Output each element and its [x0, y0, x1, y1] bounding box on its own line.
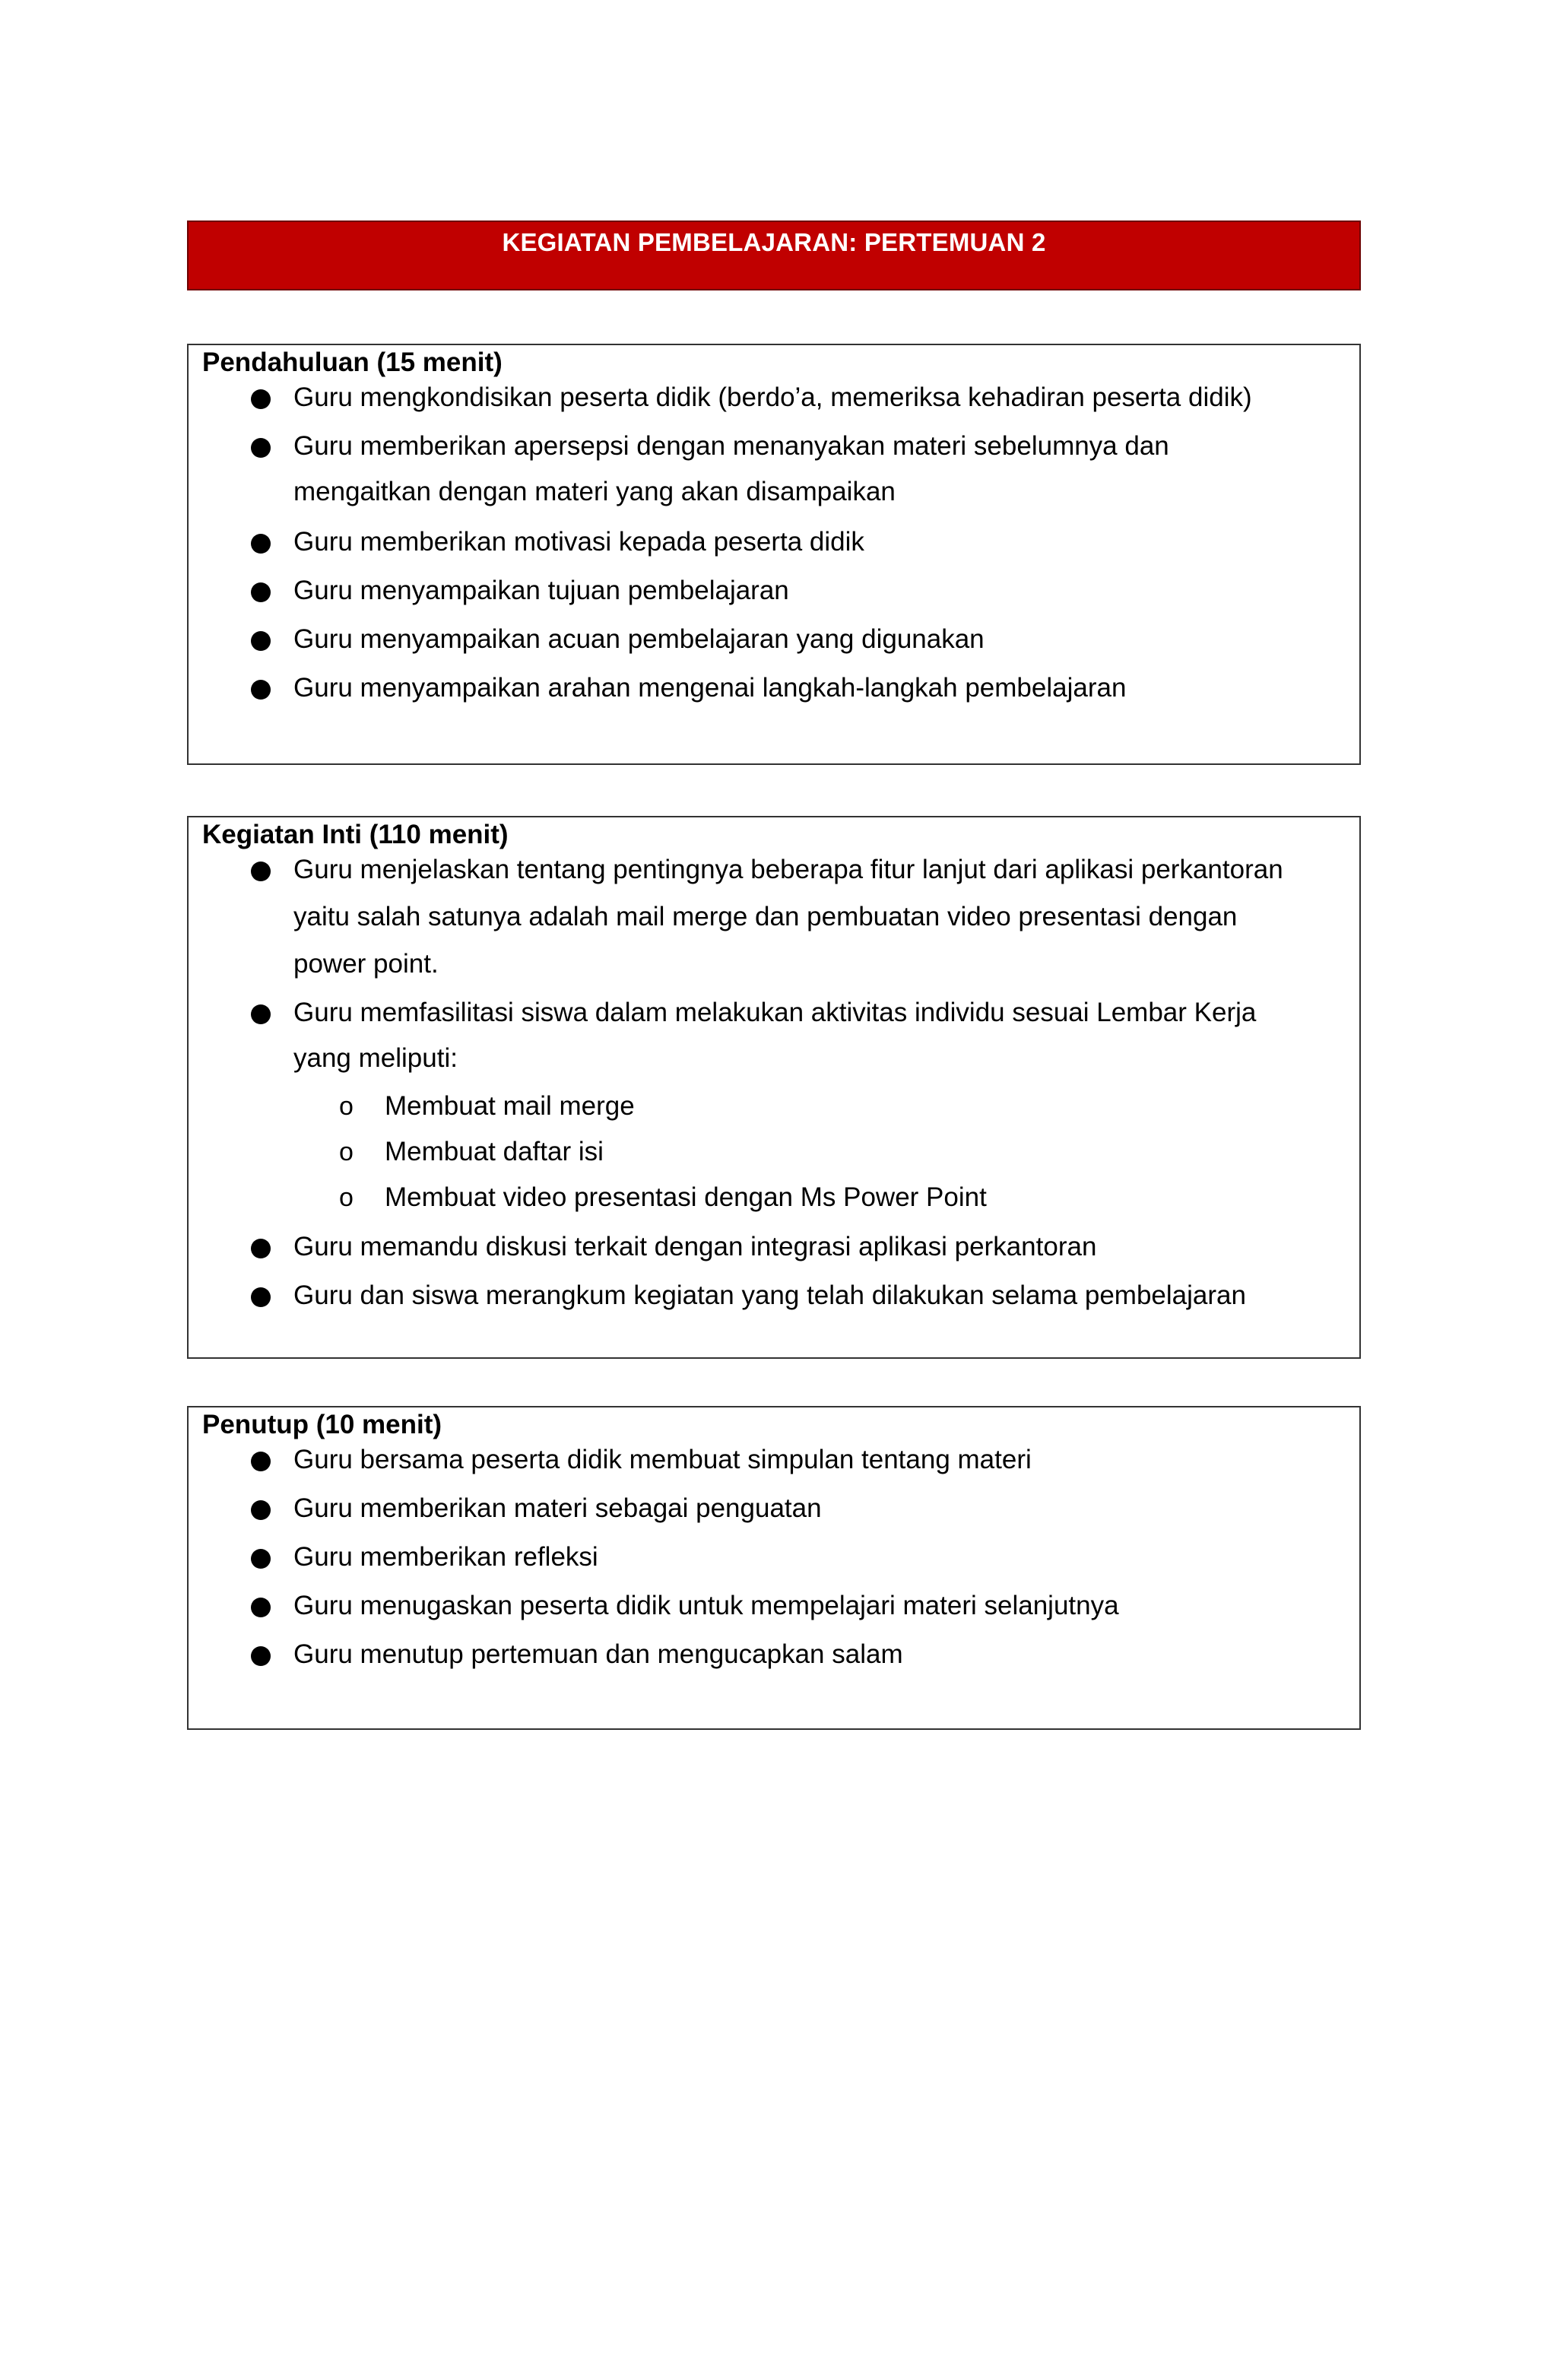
sub-list-item-text: Membuat video presentasi dengan Ms Power Point [385, 1182, 987, 1212]
bullet-icon [251, 438, 271, 458]
page-title: KEGIATAN PEMBELAJARAN: PERTEMUAN 2 [502, 228, 1046, 256]
list-item-text: Guru memberikan refleksi [293, 1542, 598, 1572]
list-item-text: yaitu salah satunya adalah mail merge dan pembuatan video presentasi dengan [293, 902, 1238, 931]
sub-list-item-text: Membuat mail merge [385, 1091, 635, 1121]
list-item-text: power point. [293, 949, 439, 979]
bullet-icon [251, 389, 271, 409]
section-pendahuluan [187, 344, 1361, 765]
bullet-icon [251, 1646, 271, 1666]
list-item-text: yang meliputi: [293, 1043, 458, 1073]
list-item-text: Guru memberikan apersepsi dengan menanyakan materi sebelumnya dan [293, 431, 1169, 461]
list-item-text: Guru mengkondisikan peserta didik (berdo’a, memeriksa kehadiran peserta didik) [293, 382, 1252, 412]
section-title: Pendahuluan (15 menit) [202, 347, 503, 377]
bullet-icon [251, 1452, 271, 1471]
list-item-text: Guru bersama peserta didik membuat simpulan tentang materi [293, 1445, 1032, 1474]
list-item-text: Guru memberikan materi sebagai penguatan [293, 1493, 822, 1523]
bullet-icon [251, 631, 271, 651]
circle-bullet-icon: o [339, 1092, 354, 1121]
bullet-icon [251, 534, 271, 554]
list-item-text: Guru menyampaikan arahan mengenai langkah-langkah pembelajaran [293, 673, 1127, 703]
bullet-icon [251, 862, 271, 881]
section-title: Kegiatan Inti (110 menit) [202, 820, 509, 849]
header-banner [187, 221, 1361, 290]
bullet-icon [251, 1004, 271, 1024]
bullet-icon [251, 1598, 271, 1617]
circle-bullet-icon: o [339, 1183, 354, 1212]
bullet-icon [251, 1500, 271, 1520]
bullet-icon [251, 1549, 271, 1569]
sub-list-item-text: Membuat daftar isi [385, 1137, 604, 1166]
section-kegiatan-inti [187, 816, 1361, 1359]
bullet-icon [251, 1287, 271, 1307]
section-title: Penutup (10 menit) [202, 1410, 442, 1439]
bullet-icon [251, 1239, 271, 1258]
circle-bullet-icon: o [339, 1138, 354, 1166]
list-item-text: Guru dan siswa merangkum kegiatan yang telah dilakukan selama pembelajaran [293, 1280, 1246, 1310]
list-item-text: Guru menjelaskan tentang pentingnya beberapa fitur lanjut dari aplikasi perkantoran [293, 855, 1283, 884]
list-item-text: Guru memandu diskusi terkait dengan integrasi aplikasi perkantoran [293, 1232, 1097, 1261]
list-item-text: Guru menyampaikan tujuan pembelajaran [293, 576, 789, 605]
list-item-text: Guru memfasilitasi siswa dalam melakukan aktivitas individu sesuai Lembar Kerja [293, 998, 1257, 1027]
bullet-icon [251, 582, 271, 602]
list-item-text: mengaitkan dengan materi yang akan disampaikan [293, 477, 896, 506]
list-item-text: Guru menutup pertemuan dan mengucapkan salam [293, 1639, 903, 1669]
list-item-text: Guru menyampaikan acuan pembelajaran yang digunakan [293, 624, 985, 654]
section-penutup [187, 1406, 1361, 1730]
bullet-icon [251, 680, 271, 700]
list-item-text: Guru menugaskan peserta didik untuk mempelajari materi selanjutnya [293, 1591, 1119, 1620]
list-item-text: Guru memberikan motivasi kepada peserta didik [293, 527, 864, 557]
